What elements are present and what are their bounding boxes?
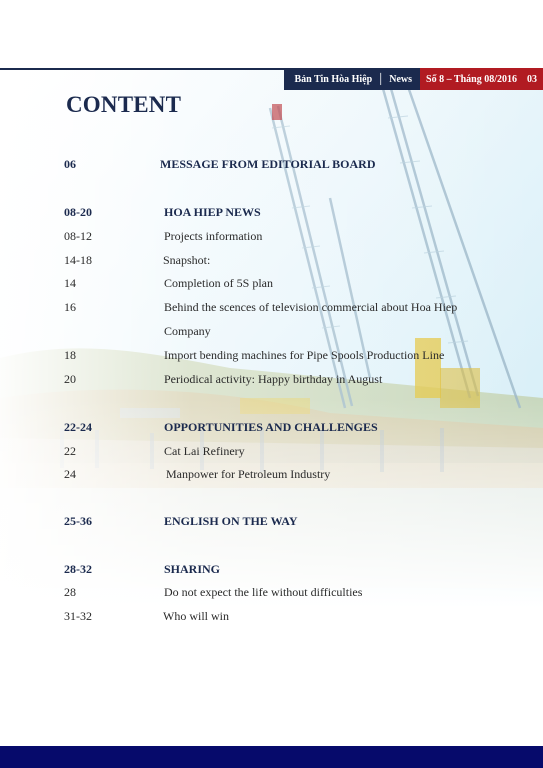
header-separator: │ xyxy=(377,73,385,85)
toc-page-range: 22 xyxy=(64,444,76,458)
toc-section-row xyxy=(0,205,543,227)
section-name: News xyxy=(389,73,413,85)
page-number: 03 xyxy=(527,73,537,85)
toc-entry-title: ENGLISH ON THE WAY xyxy=(164,514,298,528)
toc-page-range: 31-32 xyxy=(64,609,92,623)
toc-entry-title: Cat Lai Refinery xyxy=(164,444,245,458)
toc-page-range: 08-20 xyxy=(64,205,92,219)
toc-entry-title: Periodical activity: Happy birthday in August xyxy=(164,372,383,386)
toc-entry-row xyxy=(0,324,543,346)
toc-entry-row xyxy=(0,444,543,466)
toc-entry-title: Import bending machines for Pipe Spools Production Line xyxy=(164,348,445,362)
page-title: CONTENT xyxy=(66,92,182,117)
toc-page-range: 14 xyxy=(64,276,76,290)
toc-entry-title: Manpower for Petroleum Industry xyxy=(166,467,331,481)
toc-entry-title: Projects information xyxy=(164,229,263,243)
toc-entry-row xyxy=(0,253,543,275)
toc-page-range: 24 xyxy=(64,467,76,481)
toc-entry-title: Completion of 5S plan xyxy=(164,276,273,290)
toc-page-range: 18 xyxy=(64,348,76,362)
toc-entry-title: Behind the scences of television commercial about Hoa Hiep xyxy=(164,300,458,314)
toc-entry-row xyxy=(0,609,543,631)
toc-page-range: 22-24 xyxy=(64,420,92,434)
toc-entry-row xyxy=(0,467,543,489)
toc-page-range: 20 xyxy=(64,372,76,386)
toc-section-row xyxy=(0,562,543,584)
toc-page-range: 06 xyxy=(64,157,76,171)
publication-name: Bản Tin Hòa Hiệp xyxy=(294,73,373,85)
toc-page-range: 28 xyxy=(64,585,76,599)
toc-entry-row xyxy=(0,372,543,394)
toc-entry-title: Who will win xyxy=(163,609,229,623)
toc-page-range: 08-12 xyxy=(64,229,92,243)
toc-page-range: 25-36 xyxy=(64,514,92,528)
toc-entry-row xyxy=(0,348,543,370)
toc-page-range: 28-32 xyxy=(64,562,92,576)
toc-entry-title: OPPORTUNITIES AND CHALLENGES xyxy=(164,420,378,434)
toc-page-range: 14-18 xyxy=(64,253,92,267)
toc-entry-title: MESSAGE FROM EDITORIAL BOARD xyxy=(160,157,376,171)
toc-entry-title: HOA HIEP NEWS xyxy=(164,205,261,219)
issue-label: Số 8 – Tháng 08/2016 xyxy=(426,73,517,85)
toc-page-range: 16 xyxy=(64,300,76,314)
toc-entry-title: Do not expect the life without difficulties xyxy=(164,585,363,599)
toc-entry-row xyxy=(0,585,543,607)
toc-entry-row xyxy=(0,229,543,251)
toc-entry-title: Company xyxy=(164,324,211,338)
toc-section-row xyxy=(0,420,543,442)
toc-entry-row xyxy=(0,276,543,298)
toc-section-row xyxy=(0,157,543,179)
toc-entry-title: Snapshot: xyxy=(163,253,211,267)
toc-entry-title: SHARING xyxy=(164,562,221,576)
toc-section-row xyxy=(0,514,543,536)
footer-band xyxy=(0,746,543,768)
toc-entry-row xyxy=(0,300,543,322)
